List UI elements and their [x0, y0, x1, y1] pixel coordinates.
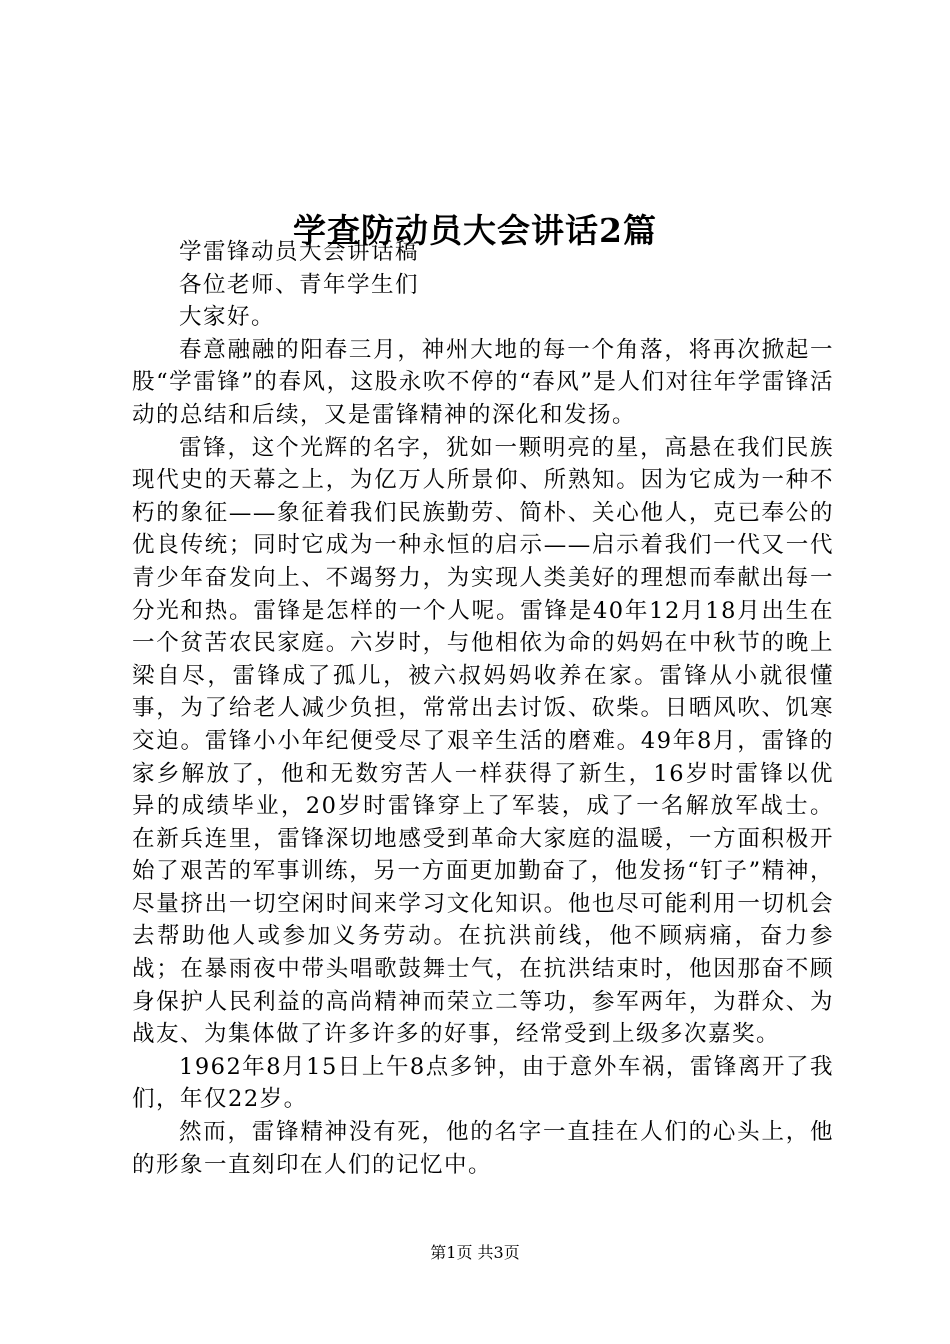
paragraph-legacy: 然而，雷锋精神没有死，他的名字一直挂在人们的心头上，他的形象一直刻印在人们的记忆中。 — [132, 1119, 834, 1178]
paragraph-death: 1962年8月15日上午8点多钟，由于意外车祸，雷锋离开了我们，年仅22岁。 — [132, 1053, 834, 1113]
page-footer: 第1页 共3页 — [430, 1243, 520, 1262]
paragraph-heading: 学雷锋动员大会讲话稿 — [179, 239, 420, 265]
paragraph-greeting: 大家好。 — [179, 304, 276, 331]
document-title: 学查防动员大会讲话2篇 — [293, 211, 657, 251]
paragraph-intro: 春意融融的阳春三月，神州大地的每一个角落，将再次掀起一股“学雷锋”的春风，这股永吹不停的“春风”是人们对往年学雷锋活动的总结和后续，又是雷锋精神的深化和发扬。 — [132, 336, 834, 428]
paragraph-salutation: 各位老师、青年学生们 — [179, 271, 420, 298]
paragraph-biography: 雷锋，这个光辉的名字，犹如一颗明亮的星，高悬在我们民族现代史的天幕之上，为亿万人所景仰、所熟知。因为它成为一种不朽的象征——象征着我们民族勤劳、简朴、关心他人，克已奉公的优良传统；同时它成为一种永恒的启示——启示着我们一代又一代青少年奋发向上、不竭努力，为实现人类美好的理想而奉献出每一分光和热。雷锋是怎样的一个人呢。雷锋是40年12月18月出生在一个贫苦农民家庭。六岁时，与他相依为命的妈妈在中秋节的晚上梁自尽，雷锋成了孤儿，被六叔妈妈收养在家。雷锋从小就很懂事，为了给老人减少负担，常常出去讨饭、砍柴。日晒风吹、饥寒交迫。雷锋小小年纪便受尽了艰辛生活的磨难。49年8月，雷锋的家乡解放了，他和无数穷苦人一样获得了新生，16岁时雷锋以优异的成绩毕业，20岁时雷锋穿上了军装，成了一名解放军战士。在新兵连里，雷锋深切地感受到革命大家庭的温暖，一方面积极开始了艰苦的军事训练，另一方面更加勤奋了，他发扬“钉子”精神，尽量挤出一切空闲时间来学习文化知识。他也尽可能利用一切机会去帮助他人或参加义务劳动。在抗洪前线，他不顾病痛，奋力参战；在暴雨夜中带头唱歌鼓舞士气，在抗洪结束时，他因那奋不顾身保护人民利益的高尚精神而荣立二等功，参军两年，为群众、为战友、为集体做了许多许多的好事，经常受到上级多次嘉奖。 — [132, 434, 834, 1048]
document-body — [132, 236, 834, 1181]
